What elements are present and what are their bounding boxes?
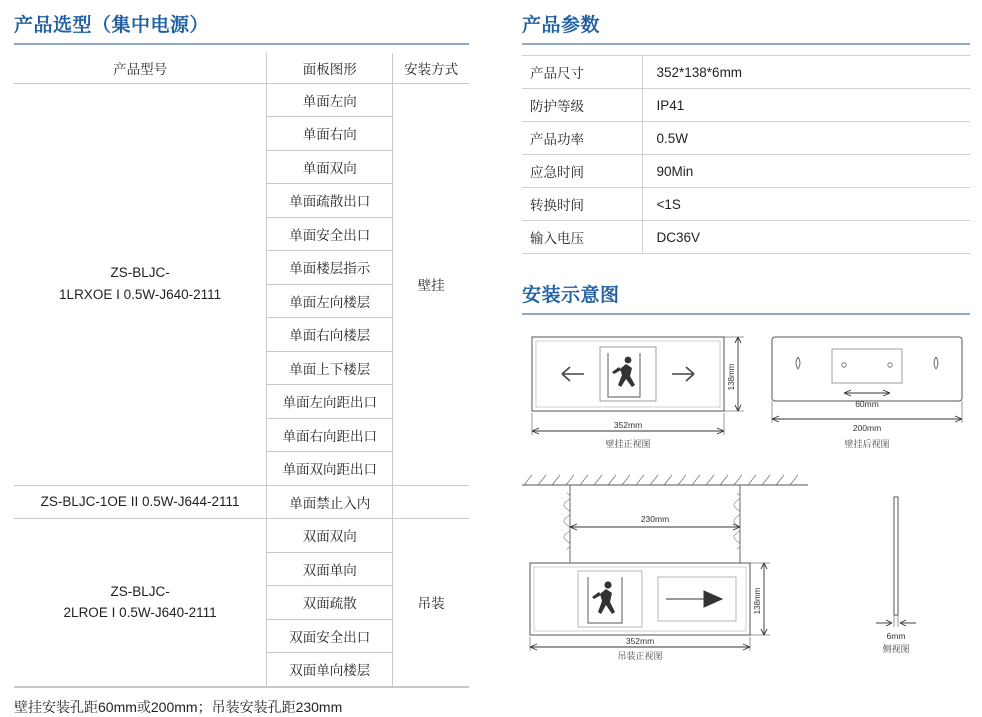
- mount-cell-2: [393, 485, 469, 519]
- param-row: [522, 221, 970, 254]
- panel-cell: 单面左向楼层: [267, 284, 393, 318]
- table-header-row: [14, 53, 469, 83]
- param-value: <1S: [642, 188, 970, 221]
- install-title-rule: [522, 313, 970, 315]
- install-title: 安装示意图: [522, 285, 620, 306]
- param-key: 转换时间: [522, 188, 642, 221]
- svg-text:侧视图: 侧视图: [882, 644, 910, 654]
- param-row: [522, 89, 970, 122]
- param-value: 352*138*6mm: [642, 56, 970, 89]
- param-row: [522, 56, 970, 89]
- param-value: 0.5W: [642, 122, 970, 155]
- mount-cell-3: 吊装: [393, 519, 469, 687]
- table-row: [14, 83, 469, 117]
- panel-cell: 单面右向: [267, 117, 393, 151]
- install-diagrams: [522, 327, 970, 662]
- param-key: 输入电压: [522, 221, 642, 254]
- params-section: [522, 10, 970, 254]
- param-value: DC36V: [642, 221, 970, 254]
- panel-cell: 单面右向距出口: [267, 418, 393, 452]
- param-key: 防护等级: [522, 89, 642, 122]
- svg-text:352mm: 352mm: [625, 636, 655, 646]
- svg-text:吊装正视图: 吊装正视图: [617, 651, 663, 661]
- panel-cell: 双面单向楼层: [267, 653, 393, 687]
- params-title-rule: [522, 43, 970, 45]
- selection-footnote: 壁挂安装孔距60mm或200mm；吊装安装孔距230mm: [14, 687, 469, 717]
- panel-cell: 单面楼层指示: [267, 251, 393, 285]
- param-value: IP41: [642, 89, 970, 122]
- svg-text:壁挂后视图: 壁挂后视图: [844, 439, 890, 449]
- table-row: [14, 485, 469, 519]
- param-row: [522, 122, 970, 155]
- panel-cell: 单面左向: [267, 83, 393, 117]
- hanging-views-svg: [508, 467, 968, 662]
- install-section: [522, 280, 970, 662]
- table-row: [14, 519, 469, 553]
- panel-cell: 双面安全出口: [267, 619, 393, 653]
- param-key: 产品功率: [522, 122, 642, 155]
- panel-cell: 双面双向: [267, 519, 393, 553]
- panel-cell: 双面疏散: [267, 586, 393, 620]
- param-row: [522, 188, 970, 221]
- wall-views-svg: [522, 327, 970, 467]
- svg-text:6mm: 6mm: [886, 631, 906, 641]
- params-table: [522, 55, 970, 254]
- selection-title: 产品选型（集中电源）: [14, 15, 210, 36]
- panel-cell: 单面双向: [267, 150, 393, 184]
- param-value: 90Min: [642, 155, 970, 188]
- params-title: 产品参数: [522, 15, 601, 36]
- svg-text:138mm: 138mm: [753, 587, 762, 615]
- svg-text:352mm: 352mm: [613, 420, 643, 430]
- model-cell-1: ZS-BLJC- 1LRXOE I 0.5W-J640-2111: [14, 83, 267, 485]
- selection-title-rule: [14, 43, 469, 45]
- svg-text:230mm: 230mm: [640, 514, 670, 524]
- panel-cell: 单面左向距出口: [267, 385, 393, 419]
- model-cell-2: ZS-BLJC-1OE II 0.5W-J644-2111: [14, 485, 267, 519]
- model-cell-3: ZS-BLJC- 2LROE I 0.5W-J640-2111: [14, 519, 267, 687]
- panel-cell: 单面上下楼层: [267, 351, 393, 385]
- param-key: 产品尺寸: [522, 56, 642, 89]
- svg-text:60mm: 60mm: [855, 399, 879, 409]
- mount-cell-1: 壁挂: [393, 83, 469, 485]
- svg-text:200mm: 200mm: [852, 423, 882, 433]
- panel-cell: 单面疏散出口: [267, 184, 393, 218]
- param-row: [522, 155, 970, 188]
- svg-text:138mm: 138mm: [727, 363, 736, 391]
- header-model: 产品型号: [14, 53, 267, 83]
- param-key: 应急时间: [522, 155, 642, 188]
- header-mount: 安装方式: [393, 53, 469, 83]
- right-column: [522, 10, 970, 662]
- header-panel: 面板图形: [267, 53, 393, 83]
- panel-cell: 双面单向: [267, 552, 393, 586]
- panel-cell: 单面禁止入内: [267, 485, 393, 519]
- svg-text:壁挂正视图: 壁挂正视图: [605, 439, 651, 449]
- panel-cell: 单面右向楼层: [267, 318, 393, 352]
- selection-table: [14, 53, 469, 687]
- selection-section: [14, 10, 469, 717]
- panel-cell: 单面双向距出口: [267, 452, 393, 486]
- panel-cell: 单面安全出口: [267, 217, 393, 251]
